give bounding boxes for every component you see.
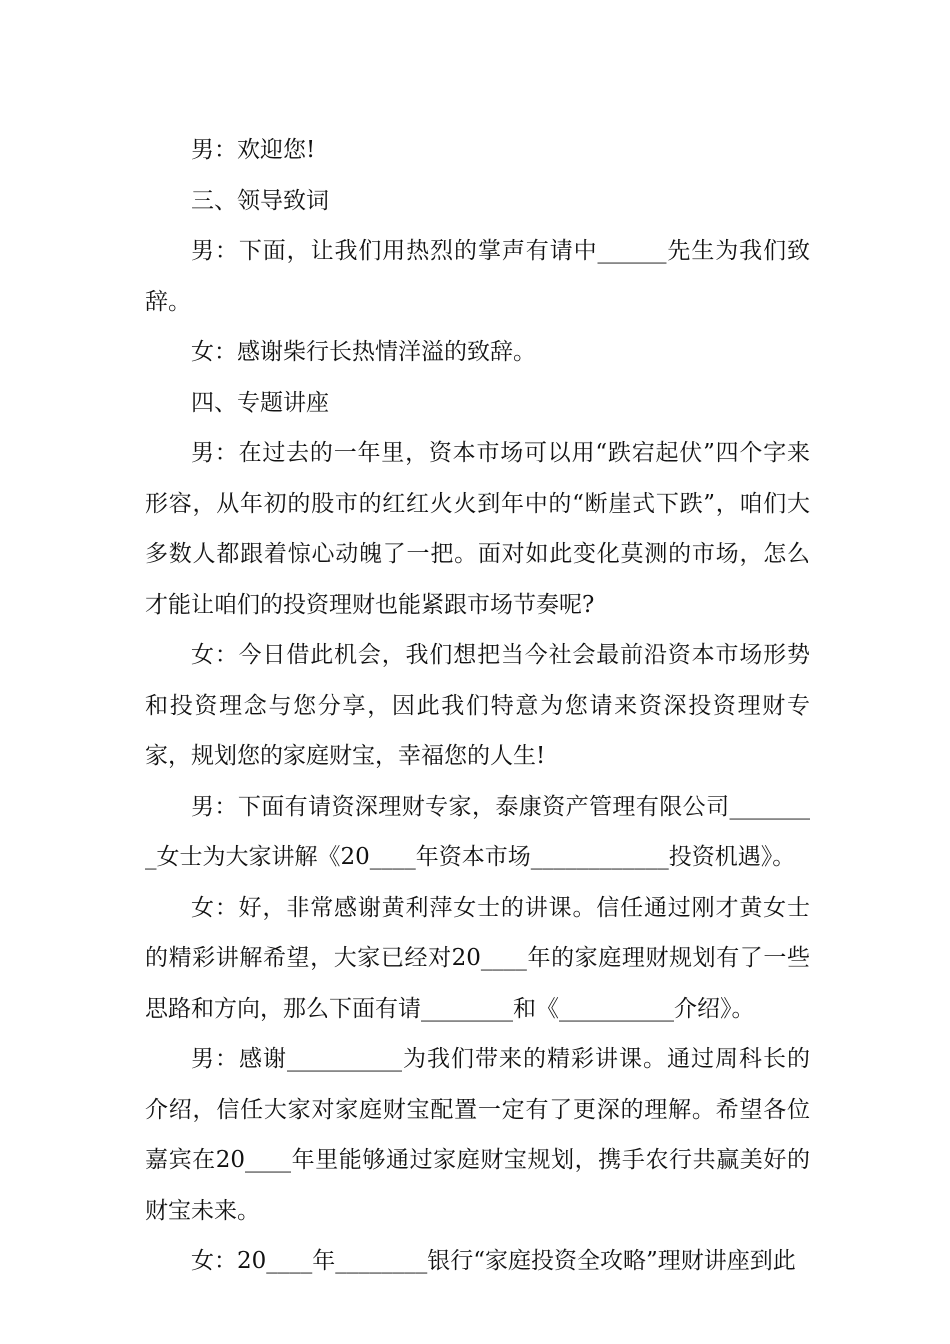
paragraph-market-review: 男：在过去的一年里，资本市场可以用“跌宕起伏”四个字来形容，从年初的股市的红红火火到年中的“断崖式下跌”，咱们大多数人都跟着惊心动魄了一把。面对如此变化莫测的市场，怎么才能让咱们的投资理财也能紧跟市场节奏呢? <box>145 440 810 618</box>
section-heading-lecture: 四、专题讲座 <box>191 389 329 416</box>
paragraph-thanks-expert: 女：好，非常感谢黄利萍女士的讲课。信任通过刚才黄女士的精彩讲解希望，大家已经对20____年的家庭理财规划有了一些思路和方向，那么下面有请________和《__________介绍》。 <box>145 894 810 1022</box>
paragraph-welcome: 男：欢迎您! <box>191 137 316 163</box>
section-heading-leader-speech: 三、领导致词 <box>191 187 329 214</box>
paragraph-invite-expert: 男：下面有请资深理财专家，泰康资产管理有限公司________女士为大家讲解《20____年资本市场____________投资机遇》。 <box>145 793 810 870</box>
document-body <box>145 125 810 1287</box>
paragraph-thanks-chief: 男：感谢__________为我们带来的精彩讲课。通过周科长的介绍，信任大家对家庭财宝配置一定有了更深的理解。希望各位嘉宾在20____年里能够通过家庭财宝规划，携手农行共赢美好的财宝未来。 <box>145 1046 810 1224</box>
paragraph-thanks-speech: 女：感谢柴行长热情洋溢的致辞。 <box>191 339 536 365</box>
paragraph-invite-speech: 男：下面，让我们用热烈的掌声有请中______先生为我们致辞。 <box>145 238 810 315</box>
paragraph-closing: 女：20____年________银行“家庭投资全攻略”理财讲座到此 <box>191 1248 796 1274</box>
paragraph-expert-intro: 女：今日借此机会，我们想把当今社会最前沿资本市场形势和投资理念与您分享，因此我们特意为您请来资深投资理财专家，规划您的家庭财宝，幸福您的人生! <box>145 642 810 769</box>
